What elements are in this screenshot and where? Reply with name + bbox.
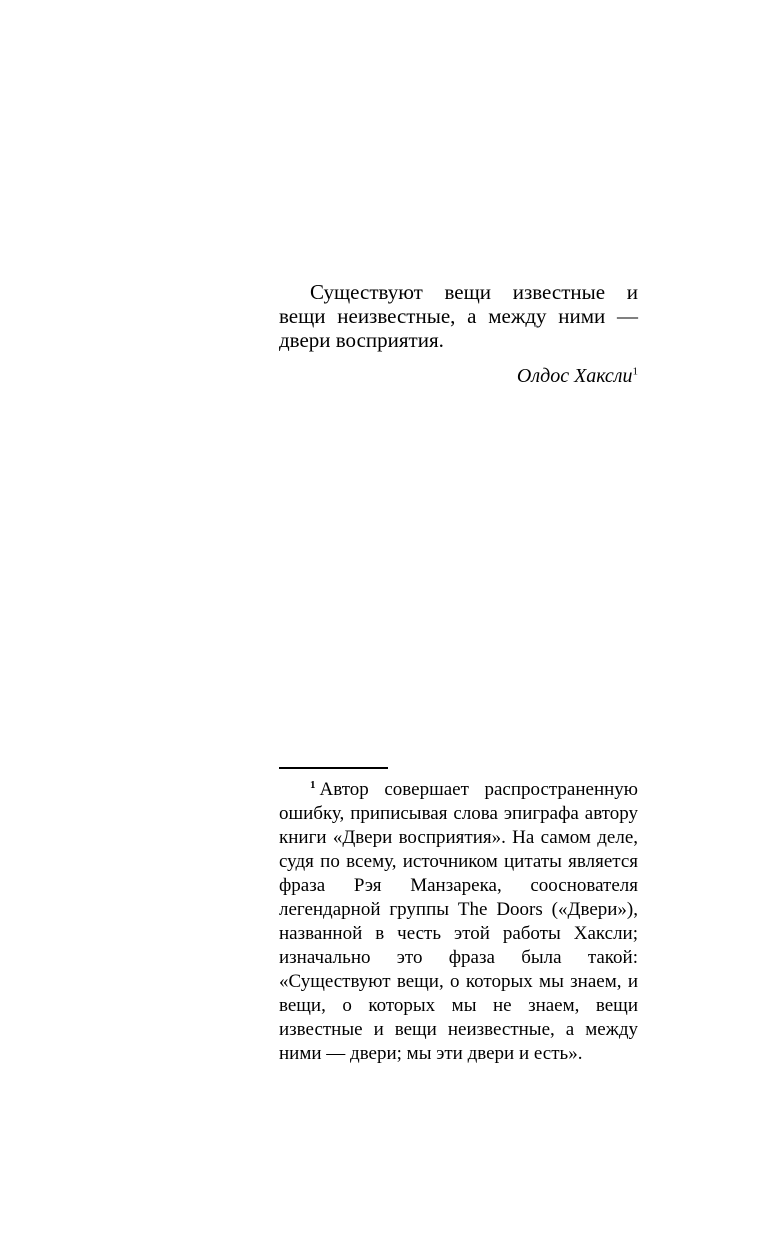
- footnote-marker: 1: [310, 778, 316, 791]
- epigraph-author: [279, 364, 638, 388]
- footnote-separator: [279, 767, 388, 769]
- footnote-reference: 1: [632, 365, 638, 378]
- epigraph-author-name: Олдос Хаксли: [516, 365, 633, 387]
- epigraph-quote: Существуют вещи известные и вещи неизвестные, а между ними — двери восприятия.: [279, 280, 638, 352]
- footnote: [279, 778, 638, 1066]
- epigraph: [279, 280, 638, 388]
- footnote-text: Автор совершает распространенную ошибку, приписывая слова эпиграфа автору книги «Двери восприятия». На самом деле, судя по всему, источником цитаты является фраза Рэя Манзарека, сооснователя легендарной группы The Doors («Двери»), названной в честь этой работы Хаксли; изначально это фраза была такой: «Существуют вещи, о которых мы знаем, и вещи, о которых мы не знаем, вещи известные и вещи неизвестные, а между ними — двери; мы эти двери и есть».: [279, 779, 638, 1064]
